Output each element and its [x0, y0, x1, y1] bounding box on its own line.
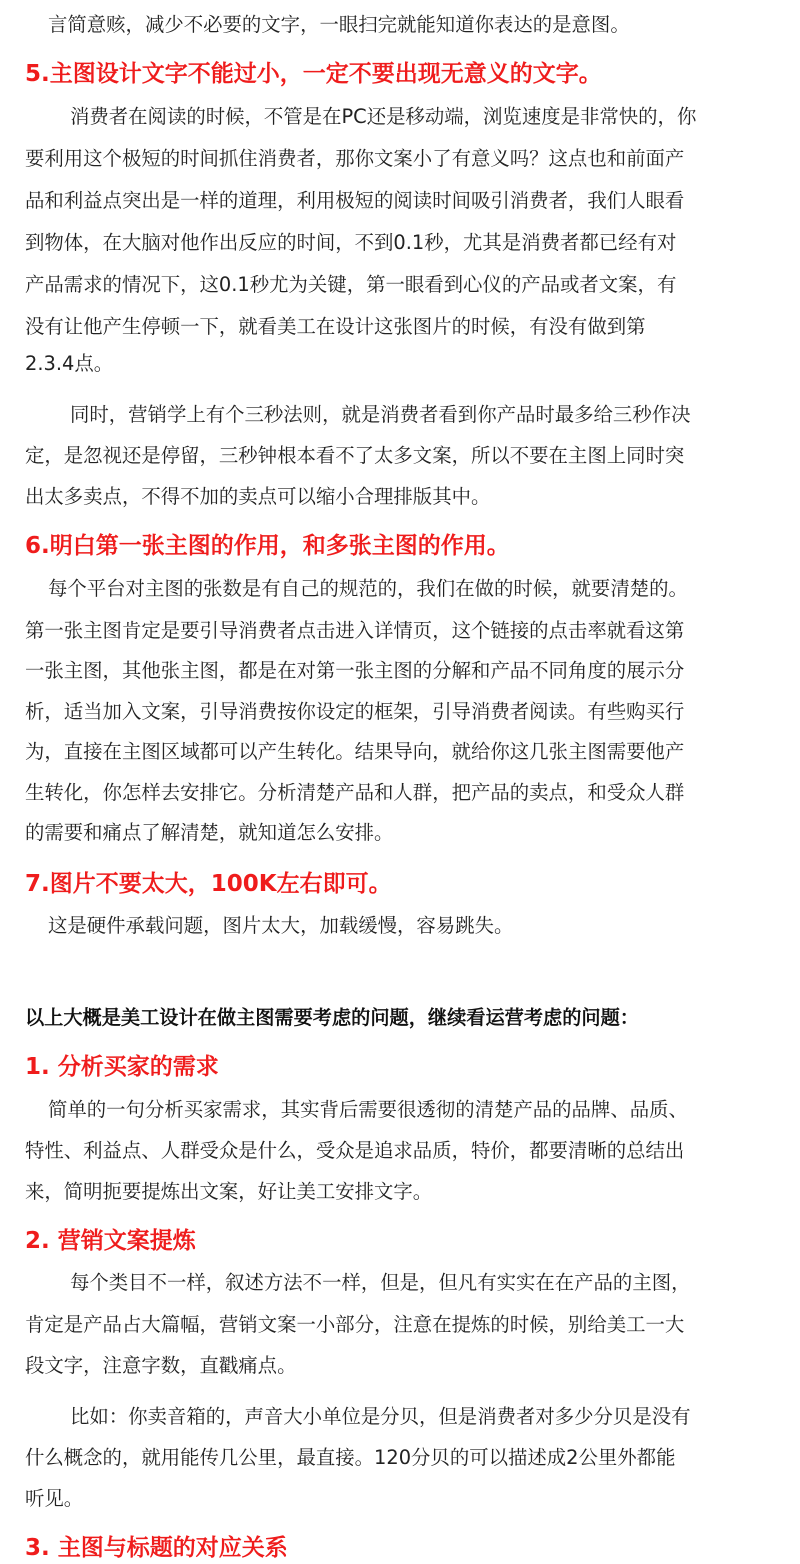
- ops-2-para2-line: 比如：你卖音箱的，声音大小单位是分贝，但是消费者对多少分贝是没有: [70, 1405, 691, 1428]
- section-6-para-line: 生转化，你怎样去安排它。分析清楚产品和人群，把产品的卖点，和受众人群: [25, 781, 685, 804]
- section-5-para1-line: 没有让他产生停顿一下，就看美工在设计这张图片的时候，有没有做到第: [25, 315, 646, 338]
- section-6-para-line: 一张主图，其他张主图，都是在对第一张主图的分解和产品不同角度的展示分: [25, 659, 685, 682]
- section-6-para-line: 每个平台对主图的张数是有自己的规范的，我们在做的时候，就要清楚的。: [48, 577, 688, 600]
- ops-1-para-line: 简单的一句分析买家需求，其实背后需要很透彻的清楚产品的品牌、品质、: [48, 1098, 688, 1121]
- section-6-para-line: 的需要和痛点了解清楚，就知道怎么安排。: [25, 821, 394, 844]
- section-5-para2-line: 出太多卖点，不得不加的卖点可以缩小合理排版其中。: [25, 485, 491, 508]
- section-5-para2-line: 定，是忽视还是停留，三秒钟根本看不了太多文案，所以不要在主图上同时突: [25, 444, 685, 467]
- section-6-para-line: 析，适当加入文案，引导消费按你设定的框架，引导消费者阅读。有些购买行: [25, 700, 685, 723]
- section-5-heading: 5.主图设计文字不能过小，一定不要出现无意义的文字。: [25, 61, 602, 87]
- section-5-para1-line: 到物体，在大脑对他作出反应的时间，不到0.1秒，尤其是消费者都已经有对: [25, 231, 677, 254]
- section-7-para-line: 这是硬件承载问题，图片太大，加载缓慢，容易跳失。: [48, 914, 514, 937]
- intro-tail-line: 言简意赅，减少不必要的文字，一眼扫完就能知道你表达的是意图。: [48, 13, 630, 36]
- ops-1-para-line: 来，简明扼要提炼出文案，好让美工安排文字。: [25, 1180, 433, 1203]
- ops-2-para1-line: 肯定是产品占大篇幅，营销文案一小部分，注意在提炼的时候，别给美工一大: [25, 1313, 685, 1336]
- section-5-para1-line: 要利用这个极短的时间抓住消费者，那你文案小了有意义吗？这点也和前面产: [25, 147, 685, 170]
- section-5-para1-line: 品和利益点突出是一样的道理，利用极短的阅读时间吸引消费者，我们人眼看: [25, 189, 685, 212]
- ops-1-para-line: 特性、利益点、人群受众是什么，受众是追求品质，特价，都要清晰的总结出: [25, 1139, 685, 1162]
- ops-2-heading: 2. 营销文案提炼: [25, 1228, 196, 1254]
- ops-1-heading: 1. 分析买家的需求: [25, 1054, 219, 1080]
- section-5-para1-line: 产品需求的情况下，这0.1秒尤为关键，第一眼看到心仪的产品或者文案，有: [25, 273, 677, 296]
- ops-3-heading: 3. 主图与标题的对应关系: [25, 1535, 288, 1561]
- ops-2-para1-line: 每个类目不一样，叙述方法不一样，但是，但凡有实实在在产品的主图，: [70, 1271, 691, 1294]
- ops-2-para2-line: 什么概念的，就用能传几公里，最直接。120分贝的可以描述成2公里外都能: [25, 1446, 676, 1469]
- section-5-para1-line: 消费者在阅读的时候，不管是在PC还是移动端，浏览速度是非常快的，你: [70, 105, 697, 128]
- section-6-heading: 6.明白第一张主图的作用，和多张主图的作用。: [25, 533, 510, 559]
- section-6-para-line: 第一张主图肯定是要引导消费者点击进入详情页，这个链接的点击率就看这第: [25, 619, 685, 642]
- ops-2-para2-line: 听见。: [25, 1487, 84, 1510]
- section-5-para1-line: 2.3.4点。: [25, 352, 114, 375]
- ops-2-para1-line: 段文字，注意字数，直戳痛点。: [25, 1354, 297, 1377]
- section-5-para2-line: 同时，营销学上有个三秒法则，就是消费者看到你产品时最多给三秒作决: [70, 403, 691, 426]
- section-6-para-line: 为，直接在主图区域都可以产生转化。结果导向，就给你这几张主图需要他产: [25, 740, 685, 763]
- section-7-heading: 7.图片不要太大，100K左右即可。: [25, 871, 392, 897]
- summary-line: 以上大概是美工设计在做主图需要考虑的问题，继续看运营考虑的问题：: [25, 1006, 639, 1029]
